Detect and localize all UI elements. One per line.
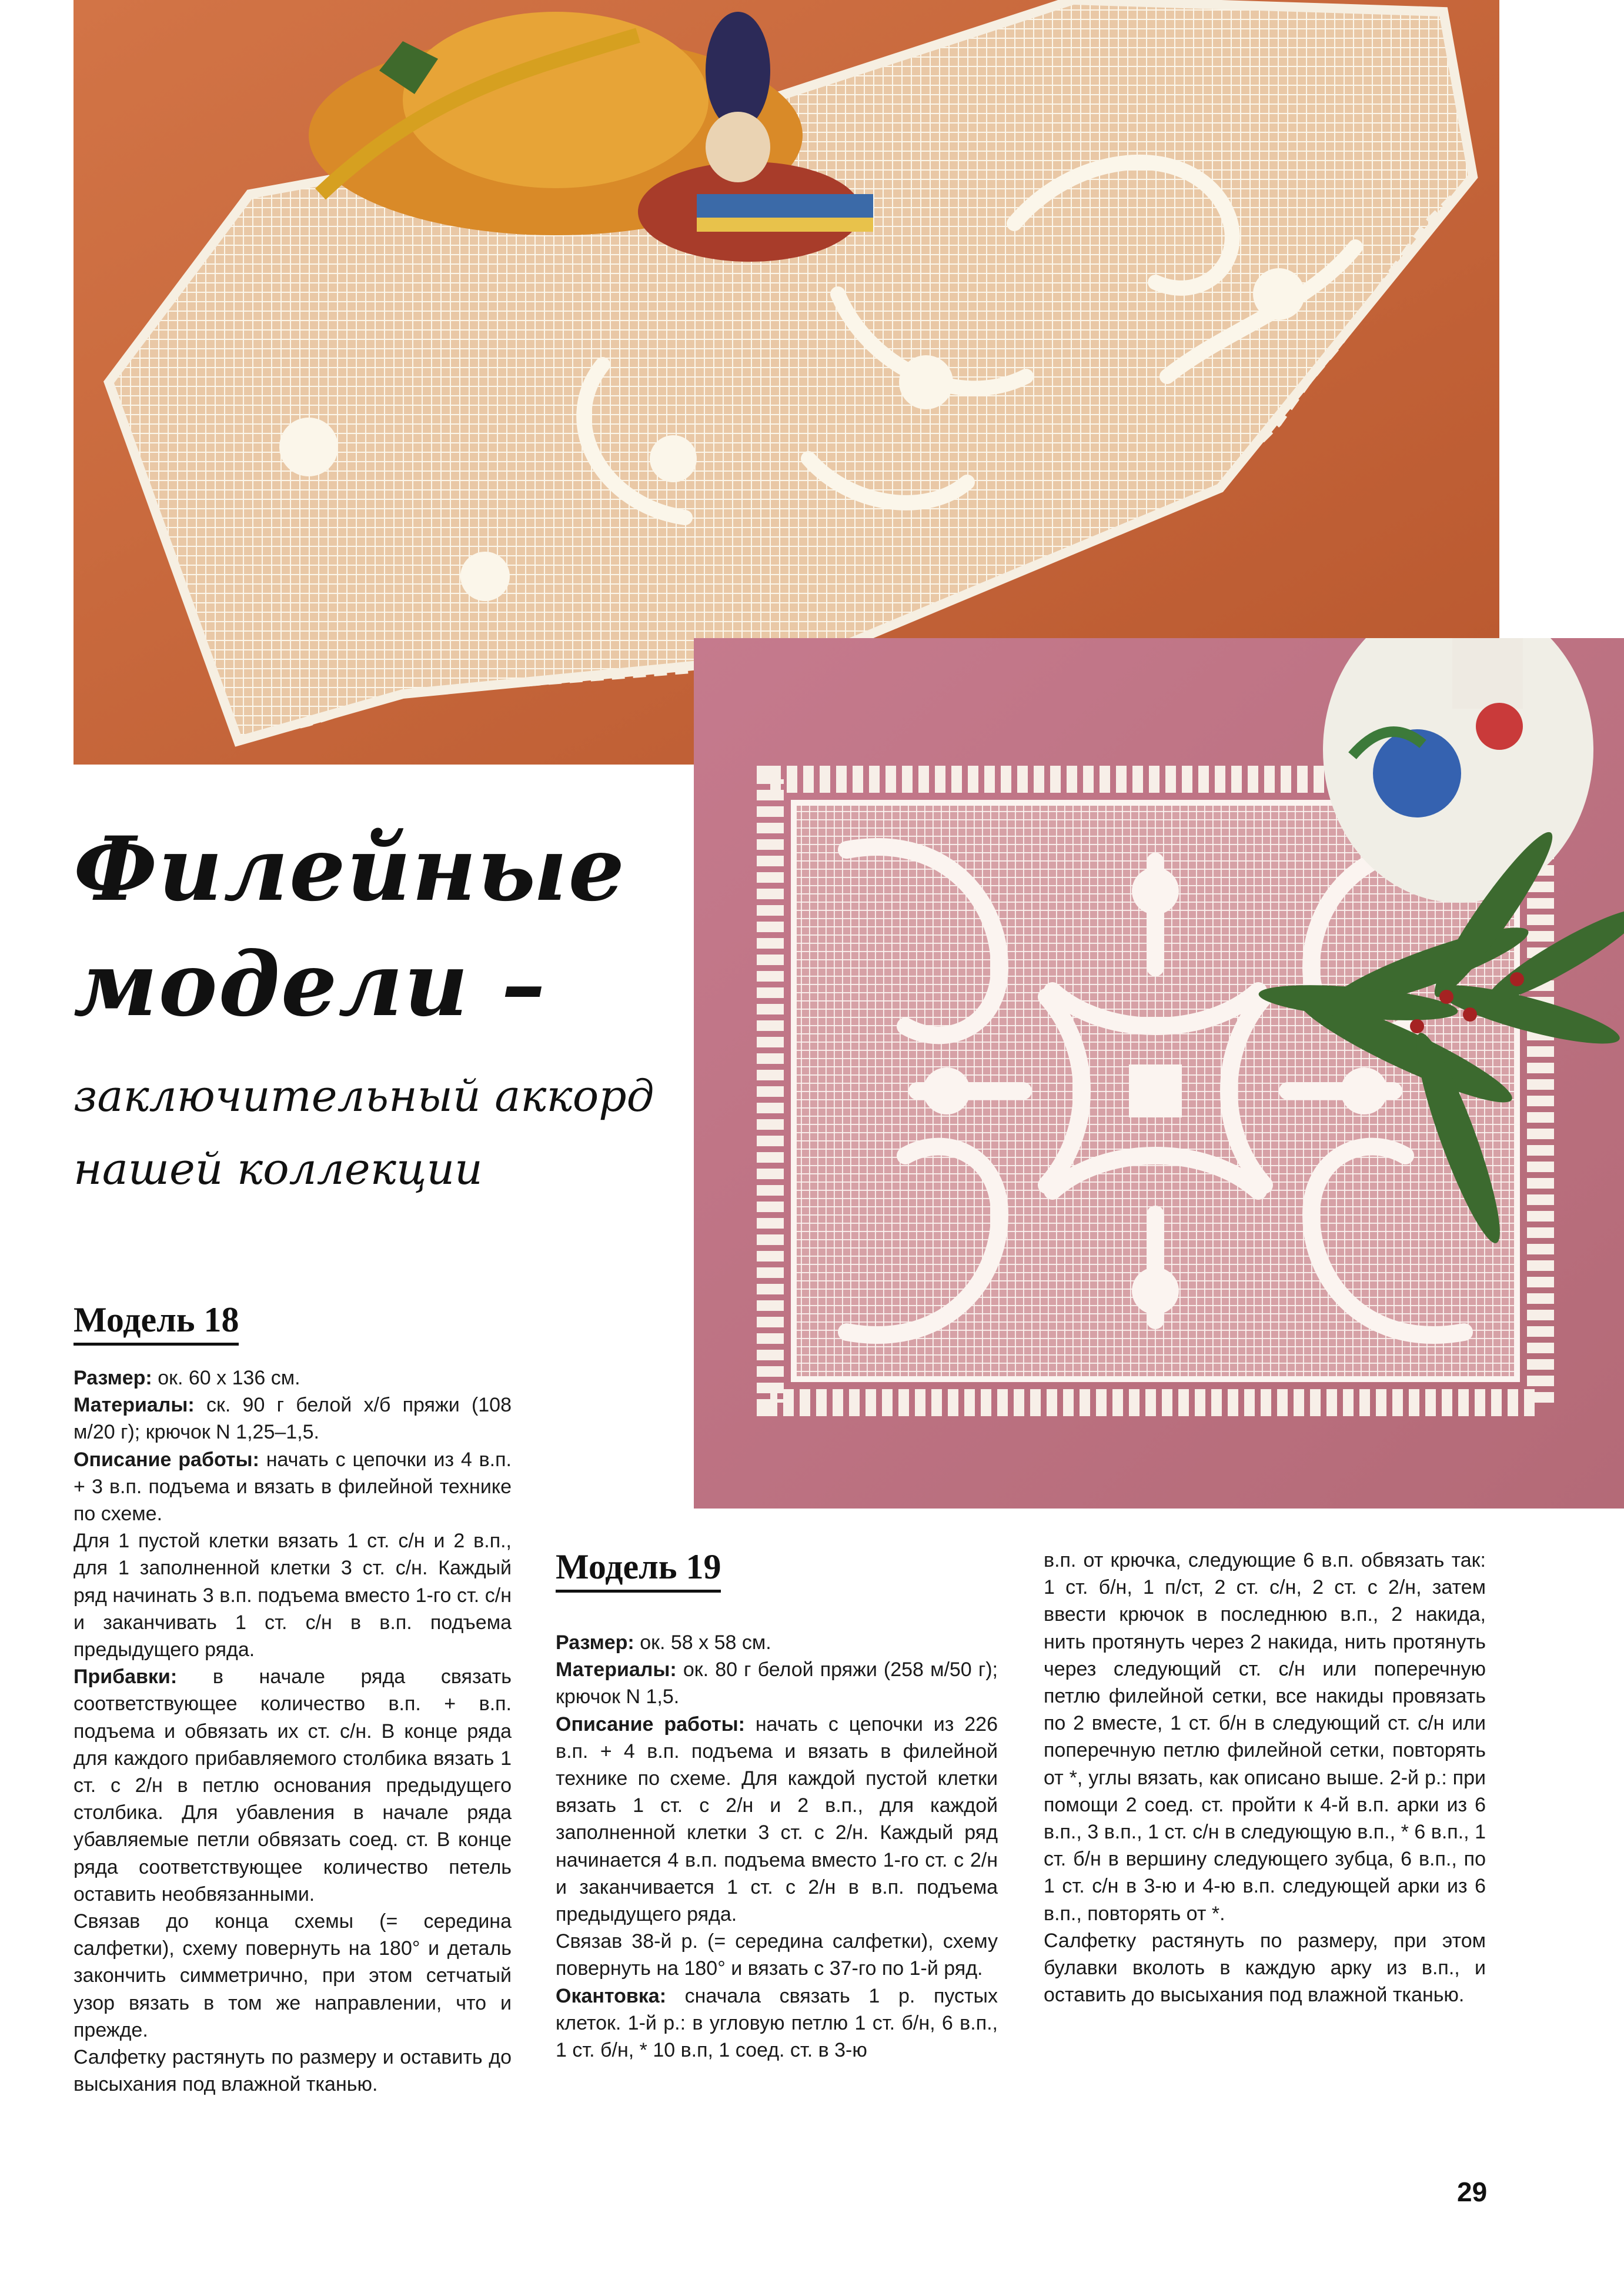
model-18-heading: Модель 18 [73,1300,239,1346]
model-18-para3: Салфетку растянуть по размеру и оставить до высыхания под влажной тканью. [73,2046,512,2096]
page-subtitle [73,1060,691,1206]
subtitle-line-1: заключительный аккорд [73,1071,654,1122]
title-block [73,812,691,1206]
model-19-heading: Модель 19 [556,1547,721,1593]
model-19-col3-para2: Салфетку растянуть по размеру, при этом булавки вколоть в каждую арку из в.п., и оставить до высыхания под влажной тканью. [1044,1929,1486,2007]
page-title [73,812,691,1042]
subtitle-line-2: нашей коллекции [73,1144,483,1194]
page-number: 29 [1457,2177,1488,2207]
model-18-increase: Прибавки: в начале ряда связать соответствующее количество в.п. + в.п. подъема и обвязать их ст. с/н. В конце ряда для каждого прибавляемого столбика вязать 1 ст. с 2/н в петлю основания предыдущего столбика. Для убавления в начале ряда убавляемые петли обвязать соед. ст. В конце ряда соответствующее количество петель оставить необвязанными. [73,1666,512,1905]
model-19-text-continued [1044,1547,1486,2008]
photo-square-doily [694,638,1624,1509]
model-18-para1: Для 1 пустой клетки вязать 1 ст. с/н и 2 в.п., для 1 заполненной клетки 3 ст. с/н. Каждый ряд начинать 3 в.п. подъема вместо 1-го ст. с/н и заканчивать 1 ст. с/н в в.п. подъема предыдущего ряда. [73,1530,512,1661]
model-18-materials: Материалы: ск. 90 г белой х/б пряжи (108 м/20 г); крючок N 1,25–1,5. [73,1394,512,1444]
model-19-text [556,1629,998,2064]
model-18-size: Размер: ок. 60 х 136 см. [73,1367,300,1389]
title-line-1: Филейные [73,817,626,921]
model-19-col3: в.п. от крючка, следующие 6 в.п. обвязать так: 1 ст. б/н, 1 п/ст, 2 ст. с/н, 2 ст. с 2/н, затем ввести крючок в последнюю в.п., 2 накида, нить протянуть через 2 накида, нить протянуть через следующий ст. с/н или поперечную петлю филейной сетки, все накиды провязать по 2 вместе, 1 ст. б/н в следующий ст. с/н или поперечную петлю филейной сетки, повторять от *, углы вязать, как описано выше. 2-й р.: при помощи 2 соед. ст. пройти к 4-й в.п. арки из 6 в.п., 3 в.п., 1 ст. с/н в следующую в.п., * 6 в.п., 1 ст. б/н в вершину следующего зубца, 6 в.п., по 1 ст. с/н в 3-ю и 4-ю в.п. следующей арки из 6 в.п., повторять от *. [1044,1549,1486,1925]
title-line-2: модели – [73,933,547,1036]
model-19-work: Описание работы: начать с цепочки из 226 в.п. + 4 в.п. подъема и вязать в филейной технике по схеме. Для каждой пустой клетки вязать 1 ст. с 2/н и 2 в.п., для каждой заполненной клетки 3 ст. с 2/н. Каждый ряд начинается 4 в.п. подъема вместо 1-го ст. с 2/н и заканчивается 1 ст. с 2/н в в.п. подъема предыдущего ряда. [556,1713,998,1926]
model-18-text [73,1364,512,2098]
model-19-para1: Связав 38-й р. (= середина салфетки), схему повернуть на 180° и вязать с 37-го по 1-й ряд. [556,1930,998,1980]
model-18-work: Описание работы: начать с цепочки из 4 в.п. + 3 в.п. подъема и вязать в филейной технике по схеме. [73,1448,512,1526]
model-19-size: Размер: ок. 58 х 58 см. [556,1631,771,1654]
model-19-materials: Материалы: ок. 80 г белой пряжи (258 м/50 г); крючок N 1,5. [556,1658,998,1708]
model-19-edging: Окантовка: сначала связать 1 р. пустых клеток. 1-й р.: в угловую петлю 1 ст. б/н, 6 в.п., 1 ст. б/н, * 10 в.п, 1 соед. ст. в 3-ю [556,1984,998,2062]
model-18-para2: Связав до конца схемы (= середина салфетки), схему повернуть на 180° и деталь закончить симметрично, при этом сетчатый узор вязать в том же направлении, что и прежде. [73,1910,512,2041]
